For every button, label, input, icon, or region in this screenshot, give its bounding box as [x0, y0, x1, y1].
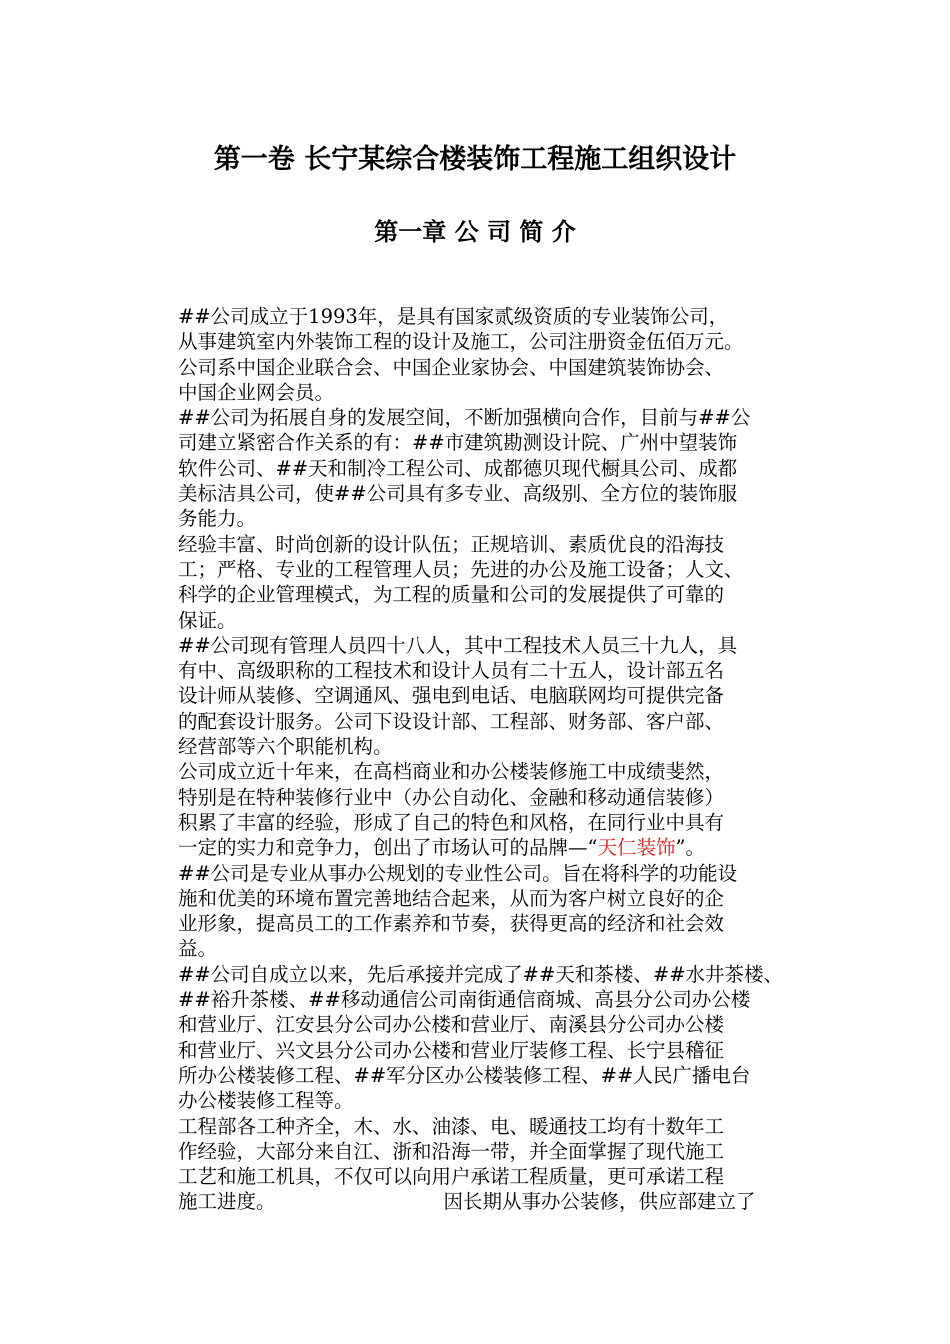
- text-line: 经营部等六个职能机构。: [178, 735, 393, 759]
- brand-name: 天仁装饰: [597, 836, 676, 860]
- text-line: 施和优美的环境布置完善地结合起来，从而为客户树立良好的企: [178, 886, 725, 910]
- paragraph-company-founding: [178, 304, 816, 405]
- brand-line: [178, 835, 816, 860]
- text-line: 益。: [178, 937, 218, 961]
- text-line: 司建立紧密合作关系的有：##市建筑勘测设计院、广州中望装饰: [178, 431, 738, 455]
- last-line: [178, 1189, 816, 1214]
- text-line: 经验丰富、时尚创新的设计队伍；正规培训、素质优良的沿海技: [178, 532, 725, 556]
- paragraph-team-strengths: [178, 532, 816, 633]
- brand-line-prefix: 一定的实力和竞争力，创出了市场认可的品牌—“: [178, 836, 598, 860]
- text-line: 从事建筑室内外装饰工程的设计及施工，公司注册资金伍佰万元。: [178, 330, 744, 354]
- text-line: 的配套设计服务。公司下设设计部、工程部、财务部、客户部、: [178, 709, 725, 733]
- text-line: 公司成立近十年来，在高档商业和办公楼装修施工中成绩斐然，: [178, 760, 725, 784]
- text-line: 积累了丰富的经验，形成了自己的特色和风格，在同行业中具有: [178, 810, 725, 834]
- text-line: 科学的企业管理模式，为工程的质量和公司的发展提供了可靠的: [178, 583, 725, 607]
- text-line: 有中、高级职称的工程技术和设计人员有二十五人，设计部五名: [178, 659, 725, 683]
- paragraph-engineering-dept: [178, 1114, 816, 1215]
- text-line: 工艺和施工机具，不仅可以向用户承诺工程质量，更可承诺工程: [178, 1165, 725, 1189]
- text-line: 作经验，大部分来自江、浙和沿海一带，并全面掌握了现代施工: [178, 1139, 725, 1163]
- text-line: ##公司成立于1993年，是具有国家贰级资质的专业装饰公司，: [178, 305, 729, 328]
- text-line: 工程部各工种齐全，木、水、油漆、电、暖通技工均有十数年工: [178, 1114, 725, 1138]
- text-line: ##公司是专业从事办公规划的专业性公司。旨在将科学的功能设: [178, 861, 738, 885]
- text-line: 务能力。: [178, 507, 257, 531]
- text-line: 工；严格、专业的工程管理人员；先进的办公及施工设备；人文、: [178, 557, 744, 581]
- text-line: 和营业厅、兴文县分公司办公楼和营业厅装修工程、长宁县稽征: [178, 1038, 725, 1062]
- document-body: [178, 304, 816, 1215]
- text-line: 办公楼装修工程等。: [178, 1089, 354, 1113]
- paragraph-staff: [178, 633, 816, 759]
- text-line: 所办公楼装修工程、##军分区办公楼装修工程、##人民广播电台: [178, 1063, 751, 1087]
- paragraph-office-planning: [178, 861, 816, 962]
- paragraph-partnerships: [178, 405, 816, 531]
- text-line: 特别是在特种装修行业中（办公自动化、金融和移动通信装修）: [178, 785, 725, 809]
- text-line: 中国企业网会员。: [178, 380, 335, 404]
- text-line: 和营业厅、江安县分公司办公楼和营业厅、南溪县分公司办公楼: [178, 1013, 725, 1037]
- chapter-title: 第一章 公 司 简 介: [374, 218, 576, 246]
- last-line-left: 施工进度。: [178, 1190, 276, 1214]
- text-line: ##公司现有管理人员四十八人，其中工程技术人员三十九人，具: [178, 633, 738, 657]
- text-line: 设计师从装修、空调通风、强电到电话、电脑联网均可提供完备: [178, 684, 725, 708]
- last-line-right: 因长期从事办公装修，供应部建立了: [443, 1190, 756, 1214]
- brand-line-suffix: ”。: [675, 836, 705, 860]
- text-line: 保证。: [178, 608, 237, 632]
- text-line: ##公司为拓展自身的发展空间，不断加强横向合作，目前与##公: [178, 406, 751, 430]
- text-line: 美标洁具公司，使##公司具有多专业、高级别、全方位的装饰服: [178, 482, 738, 506]
- text-line: ##公司自成立以来，先后承接并完成了##天和茶楼、##水井茶楼、: [178, 962, 784, 986]
- volume-title: 第一卷 长宁某综合楼装饰工程施工组织设计: [213, 144, 737, 175]
- text-line: 软件公司、##天和制冷工程公司、成都德贝现代橱具公司、成都: [178, 456, 738, 480]
- text-line: ##裕升茶楼、##移动通信公司南街通信商城、高县分公司办公楼: [178, 988, 751, 1012]
- text-line: 业形象，提高员工的工作素养和节奏，获得更高的经济和社会效: [178, 912, 725, 936]
- text-line: 公司系中国企业联合会、中国企业家协会、中国建筑装饰协会、: [178, 355, 725, 379]
- paragraph-achievements: [178, 759, 816, 860]
- paragraph-completed-projects: [178, 962, 816, 1114]
